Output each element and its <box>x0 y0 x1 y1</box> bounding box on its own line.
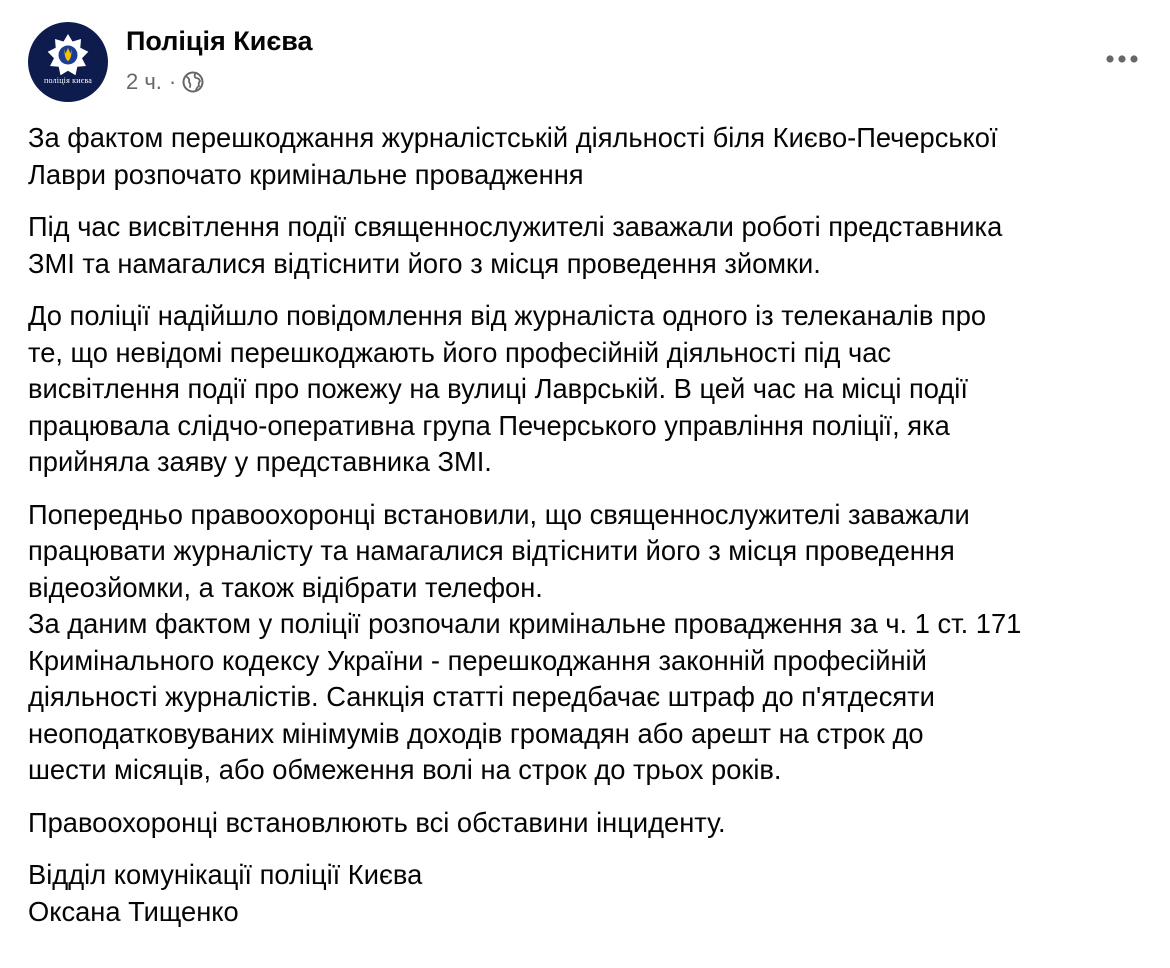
post-header <box>28 22 1142 106</box>
post-paragraph: Під час висвітлення події священнослужителі заважали роботі представника ЗМІ та намагалися відтіснити його з місця проведення зйомки. <box>28 211 1003 279</box>
post-text <box>28 120 1148 930</box>
police-star-logo-icon <box>28 22 108 102</box>
globe-icon[interactable] <box>182 71 204 93</box>
more-options-button[interactable] <box>1102 44 1142 74</box>
post-paragraph: Правоохоронці встановлюють всі обставини інциденту. <box>28 806 726 838</box>
more-options-icon <box>1104 54 1140 64</box>
post-timestamp[interactable]: 2 ч. <box>126 69 162 94</box>
avatar-caption: поліція києва <box>44 76 92 85</box>
post-paragraph-title: За фактом перешкоджання журналістській діяльності біля Києво-Печерської Лаври розпочато кримінальне провадження <box>28 122 998 190</box>
post-meta <box>126 70 204 94</box>
meta-separator: · <box>168 69 177 94</box>
post-paragraph: Попередньо правоохоронці встановили, що священнослужителі заважали працювати журналісту та намагалися відтіснити його з місця проведення відеозйомки, а також відібрати телефон. <box>28 498 970 603</box>
post-paragraph: За даним фактом у поліції розпочали кримінальне провадження за ч. 1 ст. 171 Кримінального кодексу України - перешкоджання законній професійній діяльності журналістів. Санкція статті передбачає штраф до п'ятдесяти неоподатковуваних мінімумів доходів громадян або арешт на строк до шести місяців, або обмеження волі на строк до трьох років. <box>28 608 1022 785</box>
post-signature: Відділ комунікації поліції Києва Оксана Тищенко <box>28 859 423 927</box>
post-paragraph: До поліції надійшло повідомлення від журналіста одного із телеканалів про те, що невідомі перешкоджають його професійній діяльності під час висвітлення події про пожежу на вулиці Лаврській. В цей час на місці події працювала слідчо-оперативна група Печерського управління поліції, яка прийняла заяву у представника ЗМІ. <box>28 300 987 477</box>
page-avatar[interactable] <box>28 22 108 102</box>
page-name-link[interactable]: Поліція Києва <box>126 26 313 56</box>
